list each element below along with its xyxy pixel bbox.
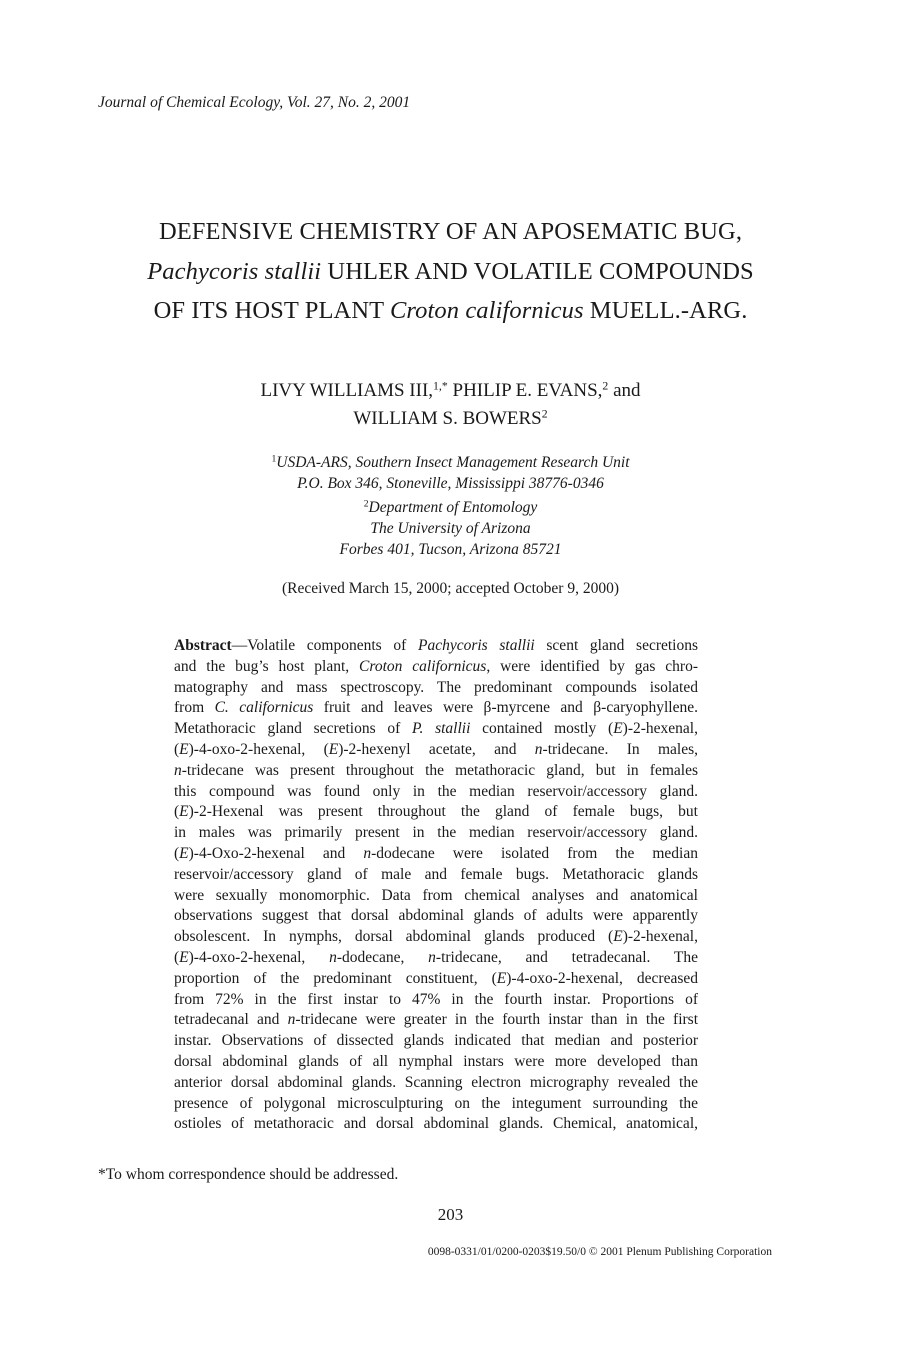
- abstract-heading: Abstract: [174, 637, 232, 654]
- footnote-text: To whom correspondence should be addressed.: [105, 1166, 399, 1183]
- title-line-3-post: MUELL.-ARG.: [583, 297, 748, 324]
- affiliation-1-line-2: P.O. Box 346, Stoneville, Mississippi 38776-0346: [297, 475, 604, 492]
- page-number: 203: [437, 1205, 464, 1224]
- author-1-affiliation-mark: 1,*: [433, 379, 448, 393]
- title-line-1: DEFENSIVE CHEMISTRY OF AN APOSEMATIC BUG,: [158, 218, 743, 245]
- abstract-line: (E)-2-Hexenal was present throughout the gland of female bugs, but: [174, 803, 698, 821]
- affiliation-2-line-1: $^2$Department of Entomology: [363, 498, 538, 516]
- abstract-line: (E)-4-oxo-2-hexenal, (E)-2-hexenyl acetate, and n-tridecane. In males,: [174, 740, 698, 758]
- affiliation-1-mark: 1: [271, 453, 277, 465]
- abstract-line: from 72% in the first instar to 47% in the fourth instar. Proportions of: [174, 990, 698, 1008]
- abstract-line: matography and mass spectroscopy. The predominant compounds isolated: [174, 678, 698, 696]
- abstract-line: from C. californicus fruit and leaves were β-myrcene and β-caryophyllene.: [174, 699, 698, 717]
- abstract-line: ostioles of metathoracic and dorsal abdominal glands. Chemical, anatomical,: [174, 1115, 698, 1133]
- affiliation-2-line-2: The University of Arizona: [370, 520, 531, 537]
- received-dates: (Received March 15, 2000; accepted October 9, 2000): [282, 580, 619, 597]
- abstract-line: and the bug’s host plant, Croton californicus, were identified by gas chro-: [174, 657, 698, 675]
- author-3-affiliation-mark: 2: [541, 407, 548, 421]
- affiliation-1: [60, 452, 841, 494]
- abstract-line: reservoir/accessory gland of male and female bugs. Metathoracic glands: [174, 865, 698, 883]
- title-line-2: [60, 252, 841, 292]
- abstract-line: Metathoracic gland secretions of P. stallii contained mostly (E)-2-hexenal,: [174, 720, 698, 738]
- author-line-1: [60, 377, 841, 405]
- abstract-line: (E)-4-oxo-2-hexenal, n-dodecane, n-tridecane, and tetradecanal. The: [174, 948, 698, 966]
- abstract-line: presence of polygonal microsculpturing on the integument surrounding the: [174, 1094, 698, 1112]
- abstract-line: tetradecanal and n-tridecane were greater in the fourth instar than in the first: [174, 1011, 698, 1029]
- copyright-line: 0098-0331/01/0200-0203$19.50/0 © 2001 Plenum Publishing Corporation: [427, 1246, 772, 1258]
- footnote-mark: *: [98, 1166, 106, 1183]
- abstract-line: this compound was found only in the median reservoir/accessory gland.: [174, 782, 698, 800]
- title-line-3-pre: OF ITS HOST PLANT: [153, 297, 390, 324]
- abstract-line: Abstract—Volatile components of Pachycoris stallii scent gland secretions: [174, 637, 698, 654]
- author-3: WILLIAM S. BOWERS: [353, 408, 542, 429]
- abstract-line: obsolescent. In nymphs, dorsal abdominal glands produced (E)-2-hexenal,: [174, 928, 698, 946]
- author-line-2: [60, 405, 841, 433]
- title-line-3: [60, 291, 841, 331]
- affiliation-2-line-3: Forbes 401, Tucson, Arizona 85721: [339, 541, 562, 558]
- author-1: LIVY WILLIAMS III,: [260, 380, 434, 401]
- abstract-line: n-tridecane was present throughout the metathoracic gland, but in females: [174, 761, 698, 779]
- affiliation-1-line-1: $^1$USDA-ARS, Southern Insect Management Research Unit: [271, 453, 630, 471]
- correspondence-footnote: [98, 1166, 398, 1184]
- abstract-line: (E)-4-Oxo-2-hexenal and n-dodecane were isolated from the median: [174, 844, 698, 862]
- author-2-affiliation-mark: 2: [602, 379, 609, 393]
- journal-header: Journal of Chemical Ecology, Vol. 27, No. 2, 2001: [98, 94, 411, 111]
- author-2: PHILIP E. EVANS,: [447, 380, 603, 401]
- author-list: [60, 377, 841, 433]
- abstract-line: proportion of the predominant constituent, (E)-4-oxo-2-hexenal, decreased: [174, 969, 698, 987]
- title-species-bug: Pachycoris stallii: [147, 257, 322, 285]
- abstract-line: in males was primarily present in the median reservoir/accessory gland.: [174, 824, 698, 842]
- title-species-plant: Croton californicus: [389, 297, 584, 324]
- article-title: [60, 212, 841, 331]
- abstract-line: anterior dorsal abdominal glands. Scanning electron micrography revealed the: [174, 1073, 698, 1091]
- abstract-line: were sexually monomorphic. Data from chemical analyses and anatomical: [174, 886, 698, 904]
- title-line-2-text: UHLER AND VOLATILE COMPOUNDS: [321, 257, 754, 285]
- abstract-line: dorsal abdominal glands of all nymphal instars were more developed than: [174, 1052, 698, 1070]
- abstract-line: instar. Observations of dissected glands indicated that median and posterior: [174, 1032, 698, 1050]
- abstract: [174, 636, 698, 1135]
- author-conjunction: and: [608, 380, 641, 401]
- abstract-line: observations suggest that dorsal abdominal glands of adults were apparently: [174, 907, 698, 925]
- affiliation-2: [60, 497, 841, 560]
- affiliation-2-mark: 2: [363, 498, 369, 510]
